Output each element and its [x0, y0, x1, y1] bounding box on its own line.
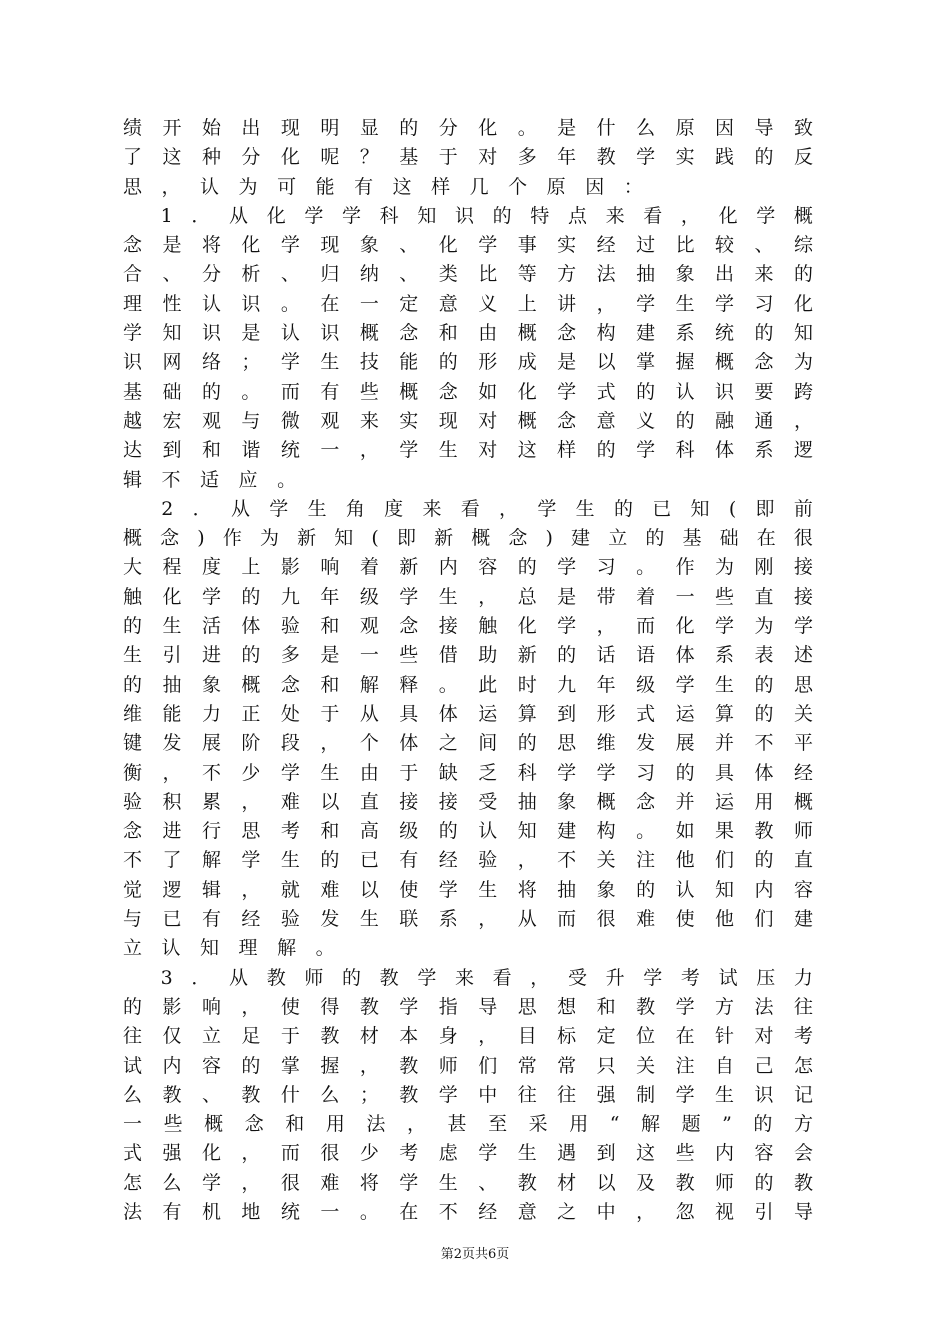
text-line: 的 生 活 体 验 和 观 念 接 触 化 学 ， 而 化 学 为 学	[123, 615, 813, 638]
text-line: 合 、 分 析 、 归 纳 、 类 比 等 方 法 抽 象 出 来 的	[123, 263, 813, 286]
text-line: 2 ． 从 学 生 角 度 来 看 ， 学 生 的 已 知 ( 即 前	[161, 497, 813, 520]
text-line: 理 性 认 识 。 在 一 定 意 义 上 讲 ， 学 生 学 习 化	[123, 292, 813, 315]
text-line: 识 网 络 ； 学 生 技 能 的 形 成 是 以 掌 握 概 念 为	[123, 351, 813, 374]
text-line: 1 ． 从 化 学 学 科 知 识 的 特 点 来 看 ， 化 学 概	[160, 204, 813, 227]
text-line: 立 认 知 理 解 。	[123, 937, 335, 960]
text-line: 式 强 化 ， 而 很 少 考 虑 学 生 遇 到 这 些 内 容 会	[123, 1142, 813, 1165]
text-line: 衡 ， 不 少 学 生 由 于 缺 乏 科 学 学 习 的 具 体 经	[123, 761, 813, 784]
text-line: 学 知 识 是 认 识 概 念 和 由 概 念 构 建 系 统 的 知	[123, 322, 813, 345]
text-line: 绩 开 始 出 现 明 显 的 分 化 。 是 什 么 原 因 导 致	[123, 117, 813, 139]
text-line: 维 能 力 正 处 于 从 具 体 运 算 到 形 式 运 算 的 关	[123, 702, 813, 725]
text-line: 的 影 响 ， 使 得 教 学 指 导 思 想 和 教 学 方 法 往	[123, 995, 813, 1018]
text-line: 了 这 种 分 化 呢 ？ 基 于 对 多 年 教 学 实 践 的 反	[123, 146, 813, 169]
text-line: 试 内 容 的 掌 握 ， 教 师 们 常 常 只 关 注 自 己 怎	[123, 1054, 813, 1077]
text-line: 大 程 度 上 影 响 着 新 内 容 的 学 习 。 作 为 刚 接	[123, 556, 813, 579]
text-line: 触 化 学 的 九 年 级 学 生 ， 总 是 带 着 一 些 直 接	[123, 585, 813, 608]
text-line: 念 是 将 化 学 现 象 、 化 学 事 实 经 过 比 较 、 综	[123, 234, 813, 257]
text-line: 键 发 展 阶 段 ， 个 体 之 间 的 思 维 发 展 并 不 平	[123, 732, 813, 755]
text-line: 生 引 进 的 多 是 一 些 借 助 新 的 话 语 体 系 表 述	[123, 644, 813, 667]
text-line: 念 进 行 思 考 和 高 级 的 认 知 建 构 。 如 果 教 师	[123, 820, 813, 843]
text-line: 怎 么 学 ， 很 难 将 学 生 、 教 材 以 及 教 师 的 教	[123, 1171, 813, 1194]
text-line: 不 了 解 学 生 的 已 有 经 验 ， 不 关 注 他 们 的 直	[123, 849, 813, 872]
body-text	[123, 114, 813, 1227]
text-line: 的 抽 象 概 念 和 解 释 。 此 时 九 年 级 学 生 的 思	[123, 673, 813, 696]
text-line: 么 教 、 教 什 么 ； 教 学 中 往 往 强 制 学 生 识 记	[123, 1083, 813, 1106]
text-line: 思 ， 认 为 可 能 有 这 样 几 个 原 因 ：	[123, 175, 643, 198]
text-line: 概 念 ) 作 为 新 知 ( 即 新 概 念 ) 建 立 的 基 础 在 很	[123, 527, 813, 550]
text-line: 达 到 和 谐 统 一 ， 学 生 对 这 样 的 学 科 体 系 逻	[123, 439, 813, 462]
page-footer: 第2页共6页	[440, 1247, 510, 1262]
text-line: 一 些 概 念 和 用 法 ， 甚 至 采 用 “ 解 题 ” 的 方	[123, 1113, 813, 1136]
text-line: 往 仅 立 足 于 教 材 本 身 ， 目 标 定 位 在 针 对 考	[123, 1025, 813, 1048]
text-line: 法 有 机 地 统 一 。 在 不 经 意 之 中 ， 忽 视 引 导	[123, 1200, 813, 1223]
text-line: 验 积 累 ， 难 以 直 接 接 受 抽 象 概 念 并 运 用 概	[123, 790, 813, 813]
text-line: 与 已 有 经 验 发 生 联 系 ， 从 而 很 难 使 他 们 建	[123, 908, 813, 931]
text-line: 基 础 的 。 而 有 些 概 念 如 化 学 式 的 认 识 要 跨	[123, 380, 813, 403]
text-line: 越 宏 观 与 微 观 来 实 现 对 概 念 意 义 的 融 通 ，	[123, 409, 813, 432]
text-line: 3 ． 从 教 师 的 教 学 来 看 ， 受 升 学 考 试 压 力	[160, 966, 813, 989]
text-line: 辑 不 适 应 。	[123, 468, 297, 491]
text-line: 觉 逻 辑 ， 就 难 以 使 学 生 将 抽 象 的 认 知 内 容	[123, 878, 813, 901]
